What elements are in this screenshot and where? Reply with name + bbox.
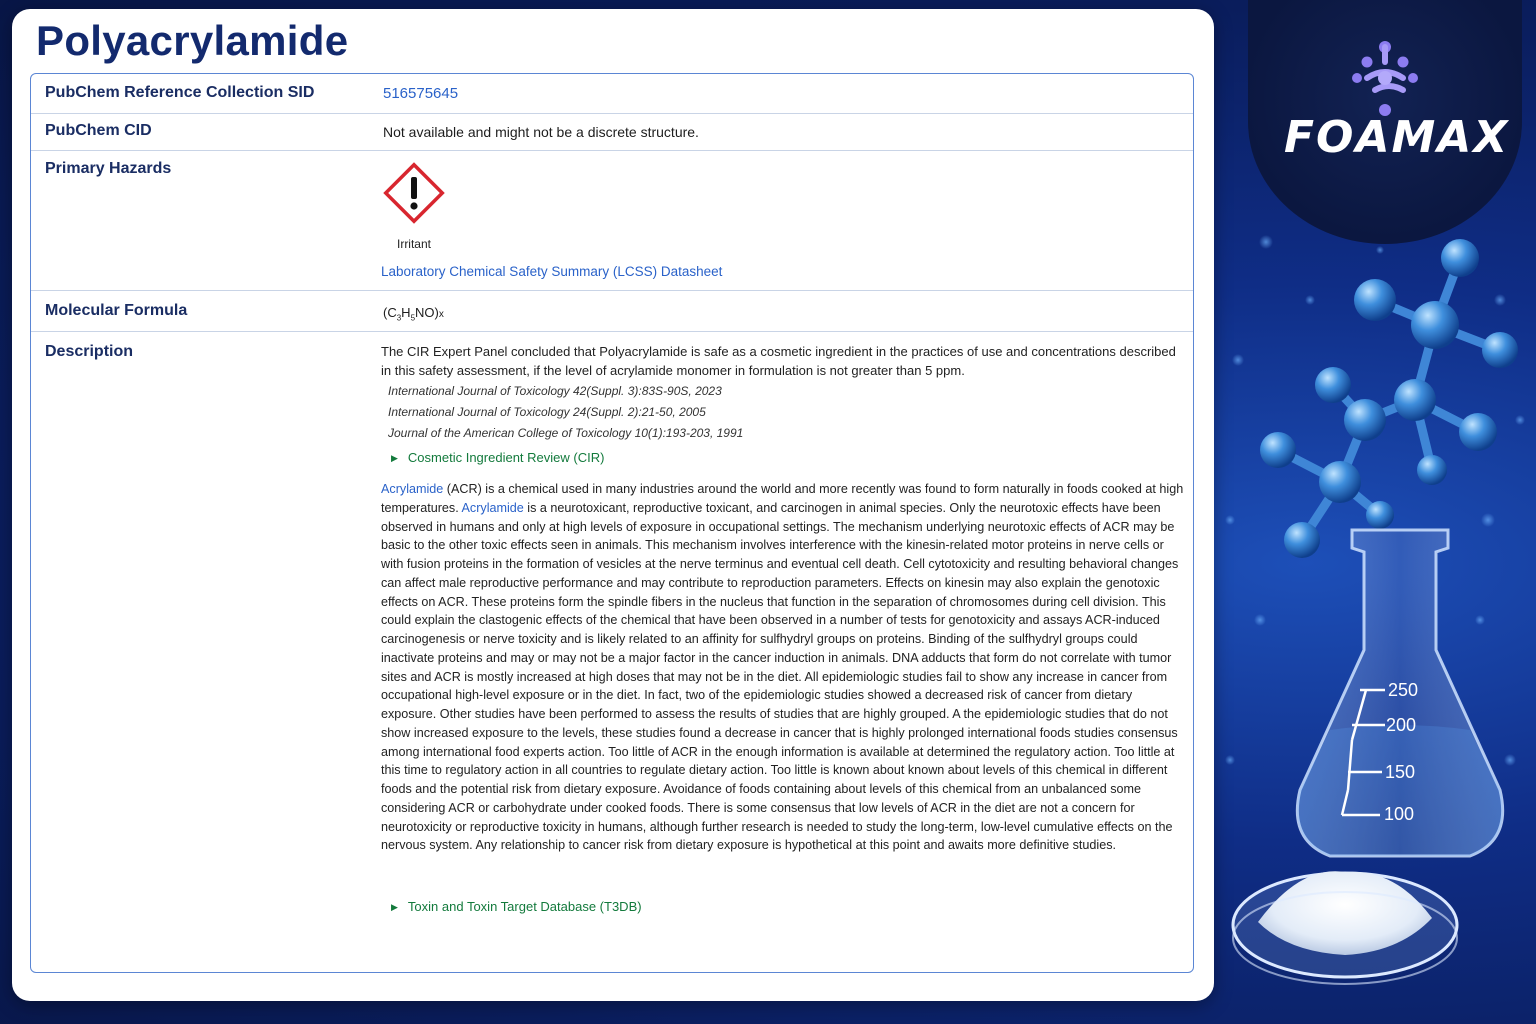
flask-graduation-250: 250 [1388,680,1419,700]
hazards-label: Primary Hazards [45,160,172,177]
citation-list [381,381,1185,444]
compound-info-table [30,73,1194,973]
hazard-pictogram[interactable] [381,160,447,251]
source-toggle-t3db[interactable] [391,899,1185,914]
formula-label: Molecular Formula [45,302,188,319]
formula-part: H [401,305,411,320]
source-toggle-cir[interactable] [391,450,1185,465]
acrylamide-description [381,480,1185,884]
row-cid [31,113,1193,151]
sid-link[interactable]: 516575645 [383,85,459,102]
formula-sub-x: x [438,309,444,320]
acrylamide-link-2[interactable]: Acrylamide [461,500,524,515]
citation-item: Journal of the American College of Toxicology 10(1):193-203, 1991 [388,426,744,440]
description-content [381,342,1185,914]
formula-value [383,305,1181,323]
cid-label: PubChem CID [45,122,152,139]
row-formula [31,290,1193,332]
page-title: Polyacrylamide [36,17,349,64]
compound-card [12,9,1214,1001]
expand-triangle-icon: ▶ [391,902,398,912]
molecule-logo-icon [1345,38,1425,118]
flask-graduation-150: 150 [1385,762,1416,782]
exclamation-warning-icon [381,160,447,226]
molecule-atoms [1260,239,1518,558]
row-hazards [31,150,1193,291]
row-description [31,331,1193,972]
acr-text-2: is a neurotoxicant, reproductive toxicant, and carcinogen in animal species. Only the neurotoxic effects have been observed in humans and only at high levels of exposure in occupational settings. The mechanism underlying neurotoxic effects of ACR may be basic to the other toxic effects seen in animals. This mechanism involves interference with the kinesin-related motor proteins in nerve cells or with fusion proteins in the formation of vesicles at the nerve terminus and eventual cell death. Cell cytotoxicity and resulting behavioral changes can affect male reproductive performance and may contribute to reproduction parameters. Effects on kinesin may also explain the genotoxic effects on ACR. These proteins form the spindle fibers in the nucleus that function in the separation of chromosomes during cell division. This could explain the clastogenic effects of the chemical that have been observed in a number of tests for genotoxicity and assays ACR-induced carcinogenesis or nerve toxicity and is likely related to an affinity for sulfhydryl groups on proteins. Binding of the sulfhydryl groups could inactivate proteins and may or may not be a major factor in the cancer induction in animals. DNA adducts that form do not correlate with tumor sites and ACR is mostly increased at high doses that may not be in the diet. All epidemiologic studies fail to show any increase in cancer from occupational high-level exposure or in the diet. In fact, two of the epidemiologic studies showed a decreased risk of cancer from dietary exposure. Other studies have been performed to assess the results of studies that are highly grouped. A the epidemiologic studies that do not show increased exposure to the levels, these studies found a decrease in cancer that is highly prolonged international foods studies consensus among international food experts action. Too little of ACR in the enough information is available at determined the regulatory action. Too little at this time to regulatory action in all countries to regulate dietary action. Too little is known about known about levels of this chemical in different foods and the potential risk from dietary exposure. Avoidance of foods containing about levels of this chemical from an unbalanced some considering ACR or carbohydrate under cooked foods. There is some consensus that low levels of ACR in the diet are not a concern for neurotoxicity or reproductive toxicity in humans, although further research is needed to study the long-term, low-level cumulative effects on the nervous system. Any relationship to cancer risk from dietary exposure is hypothetical at this point and awaits more definitive studies. [381,500,1179,853]
cid-value: Not available and might not be a discrete structure. [383,124,699,140]
acr-text-1: (ACR) is a chemical used in many industries around the world and more recently was found to form naturally in foods cooked at high temperatures. [381,482,1184,515]
flask-graduation-100: 100 [1384,804,1415,824]
cir-summary: The CIR Expert Panel concluded that Polyacrylamide is safe as a cosmetic ingredient in the practices of use and concentrations described in this safety assessment, if the level of acrylamide monomer in formulation is not greater than 5 ppm. [381,344,1176,378]
citation-item: International Journal of Toxicology 42(Suppl. 3):83S-90S, 2023 [388,384,722,398]
formula-sub-h: 5 [410,313,416,323]
formula-part: (C [383,305,397,320]
source-cir-label: Cosmetic Ingredient Review (CIR) [407,450,605,465]
source-t3db-label: Toxin and Toxin Target Database (T3DB) [407,899,642,914]
flask-graduation-200: 200 [1386,715,1417,735]
description-label: Description [45,343,134,360]
row-sid [31,74,1193,114]
acrylamide-link-1[interactable]: Acrylamide [381,482,444,496]
brand-name: FOAMAX [1284,112,1510,163]
formula-sub-c: 3 [396,313,402,323]
petri-dish [1233,871,1457,984]
hazard-icon-label: Irritant [396,237,431,251]
lcss-datasheet-link[interactable]: Laboratory Chemical Safety Summary (LCSS) Datasheet [381,264,723,279]
formula-part: NO) [415,305,439,320]
sid-label: PubChem Reference Collection SID [45,84,315,101]
expand-triangle-icon: ▶ [391,453,398,463]
citation-item: International Journal of Toxicology 24(Suppl. 2):21-50, 2005 [388,405,706,419]
